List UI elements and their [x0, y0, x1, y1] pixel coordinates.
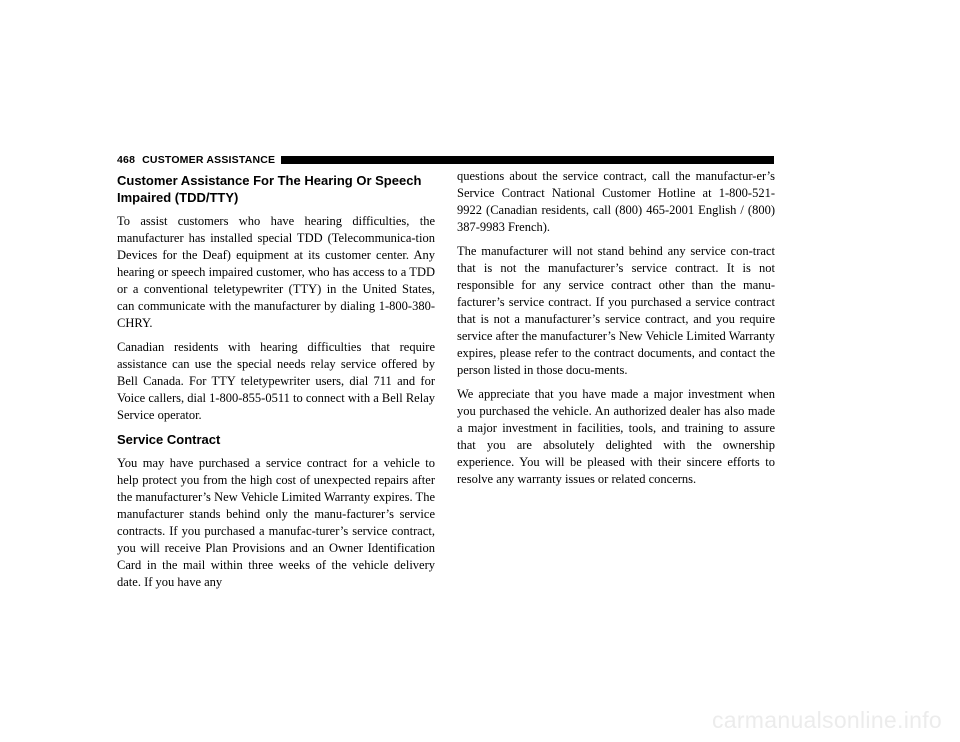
paragraph-non-manufacturer-contract: The manufacturer will not stand behind any service con-tract that is not the manufacturer’s service contract. It is not responsible for any service contract other than the manu-facturer’s service contract. If you purchased a service contract that is not a manufacturer’s service contract, and you require service after the manufacturer’s New Vehicle Limited Warranty expires, please refer to the contract documents, and contact the person listed in those docu-ments. — [457, 244, 775, 377]
paragraph-tdd-intro: To assist customers who have hearing difficulties, the manufacturer has installed special TDD (Telecommunica-tion Devices for the Deaf) equipment at its customer center. Any hearing or speech impaired customer, who has access to a TDD or a conventional teletypewriter (TTY) in the United States, can communicate with the manufacturer by dialing 1-800-380-CHRY. — [117, 214, 435, 330]
heading-service-contract: Service Contract — [117, 432, 221, 447]
left-column — [117, 168, 435, 598]
paragraph-appreciation: We appreciate that you have made a major investment when you purchased the vehicle. An authorized dealer has also made a major investment in facilities, tools, and training to assure that you are absolutely delighted with the ownership experience. You will be pleased with their sincere efforts to resolve any warranty issues or related concerns. — [457, 387, 775, 486]
heading-tdd-tty: Customer Assistance For The Hearing Or Speech Impaired (TDD/TTY) — [117, 173, 422, 205]
paragraph-hotline: questions about the service contract, call the manufactur-er’s Service Contract National Customer Hotline at 1-800-521-9922 (Canadian residents, call (800) 465-2001 English / (800) 387-9983 French). — [457, 169, 775, 234]
paragraph-service-contract: You may have purchased a service contract for a vehicle to help protect you from the high cost of unexpected repairs after the manufacturer’s New Vehicle Limited Warranty expires. The manufacturer stands behind only the manu-facturer’s service contracts. If you purchased a manufac-turer’s service contract, you will receive Plan Provisions and an Owner Identification Card in the mail within three weeks of the vehicle delivery date. If you have any — [117, 456, 435, 589]
paragraph-canadian-relay: Canadian residents with hearing difficulties that require assistance can use the special needs relay service offered by Bell Canada. For TTY teletypewriter users, dial 711 and for Voice callers, dial 1-800-855-0511 to connect with a Bell Relay Service operator. — [117, 340, 435, 422]
section-title: CUSTOMER ASSISTANCE — [142, 153, 276, 166]
page-header — [117, 153, 774, 166]
right-column — [457, 168, 775, 495]
watermark: carmanualsonline.info — [711, 707, 942, 733]
header-rule — [281, 156, 774, 164]
page-number: 468 — [117, 153, 136, 166]
